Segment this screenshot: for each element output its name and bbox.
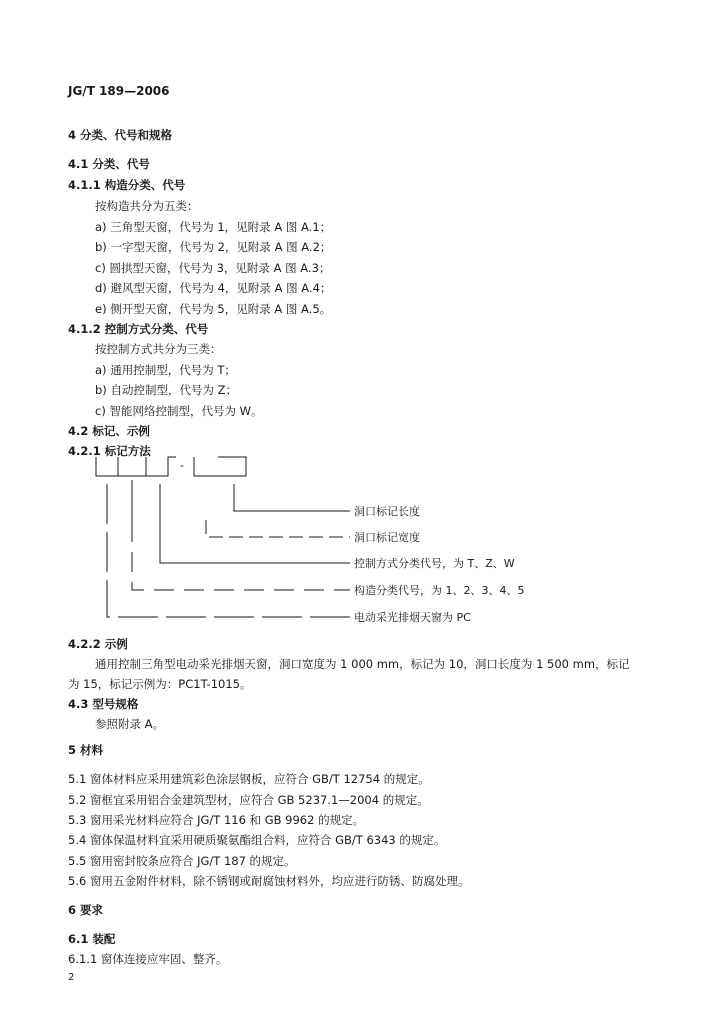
text-line: a) 通用控制型，代号为 T； <box>95 363 236 377</box>
section-heading: 4.1 分类、代号 <box>68 157 150 171</box>
section-heading: 4.3 型号规格 <box>68 697 139 711</box>
leader-control <box>160 484 350 563</box>
text-line: 5.1 窗体材料应采用建筑彩色涂层钢板，应符合 GB/T 12754 的规定。 <box>68 772 430 786</box>
text-line: b) 自动控制型，代号为 Z； <box>95 383 237 397</box>
section-heading: 4.2.1 标记方法 <box>68 444 151 458</box>
text-line: 5.2 窗框宜采用铝合金建筑型材，应符合 GB 5237.1—2004 的规定。 <box>68 793 429 807</box>
leader-length <box>234 484 350 511</box>
text-line: 为 15，标记示例为：PC1T-1015。 <box>68 677 252 691</box>
section-heading: 5 材料 <box>68 743 104 757</box>
label-length: 洞口标记长度 <box>354 505 420 518</box>
leader-width <box>206 520 350 537</box>
page-number: 2 <box>68 972 75 983</box>
section-heading: 6 要求 <box>68 903 104 917</box>
box-width <box>194 457 218 476</box>
text-line: 按控制方式共分为三类： <box>95 342 222 356</box>
section-heading: 4.2.2 示例 <box>68 637 128 651</box>
text-line: d) 避风型天窗，代号为 4，见附录 A 图 A.4； <box>95 281 332 295</box>
label-width: 洞口标记宽度 <box>354 531 420 544</box>
label-pc: 电动采光排烟天窗为 PC <box>354 611 471 624</box>
section-heading: 4 分类、代号和规格 <box>68 128 173 142</box>
section-heading: 4.2 标记、示例 <box>68 424 150 438</box>
text-line: 6.1.1 窗体连接应牢固、整齐。 <box>68 952 228 966</box>
text-line: c) 智能网络控制型，代号为 W。 <box>95 404 263 418</box>
label-control: 控制方式分类代号，为 T、Z、W <box>354 557 515 570</box>
text-line: 5.4 窗体保温材料宜采用硬质聚氨酯组合料，应符合 GB/T 6343 的规定。 <box>68 833 446 847</box>
section-heading: 4.1.2 控制方式分类、代号 <box>68 322 209 336</box>
leader-pc <box>107 484 350 617</box>
box-pc <box>96 457 118 476</box>
text-line: 通用控制三角型电动采光排烟天窗，洞口宽度为 1 000 mm，标记为 10，洞口长度为 1 500 mm，标记 <box>95 657 630 671</box>
section-heading: 4.1.1 构造分类、代号 <box>68 178 186 192</box>
text-line: 5.3 窗用采光材料应符合 JG/T 116 和 GB 9962 的规定。 <box>68 813 365 827</box>
text-line: a) 三角型天窗，代号为 1，见附录 A 图 A.1； <box>95 220 332 234</box>
box-control <box>146 457 176 476</box>
text-line: 5.6 窗用五金附件材料，除不锈钢或耐腐蚀材料外，均应进行防锈、防腐处理。 <box>68 874 470 888</box>
section-heading: 6.1 装配 <box>68 932 116 946</box>
box-structure <box>118 457 146 476</box>
text-line: c) 圆拱型天窗，代号为 3，见附录 A 图 A.3； <box>95 261 331 275</box>
leader-structure <box>132 492 350 590</box>
text-line: 按构造共分为五类： <box>95 199 199 213</box>
label-structure: 构造分类代号，为 1、2、3、4、5 <box>354 584 525 597</box>
text-line: b) 一字型天窗，代号为 2，见附录 A 图 A.2； <box>95 240 332 254</box>
text-line: 参照附录 A。 <box>95 717 165 731</box>
diagram-dash: - <box>180 459 184 472</box>
box-length <box>218 457 246 476</box>
text-line: e) 侧开型天窗，代号为 5，见附录 A 图 A.5。 <box>95 302 332 316</box>
text-line: 5.5 窗用密封胶条应符合 JG/T 187 的规定。 <box>68 854 296 868</box>
standard-number: JG/T 189—2006 <box>68 84 170 98</box>
